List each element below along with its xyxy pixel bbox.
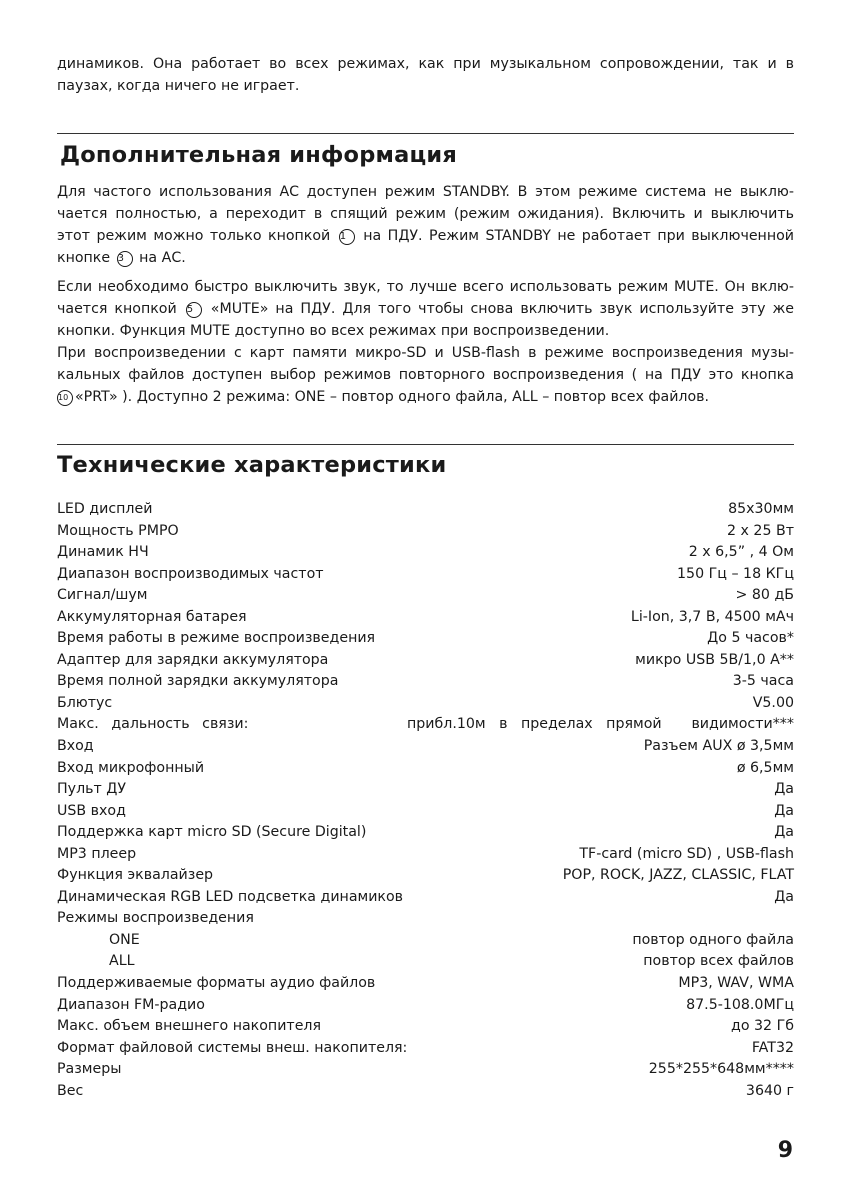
spec-value: 3-5 часа	[732, 673, 794, 690]
spec-label: Диапазон FM-радио	[57, 996, 205, 1013]
text-fragment: этот режим можно только кнопкой	[57, 228, 331, 245]
spec-row	[57, 693, 794, 715]
text-fragment: на ПДУ. Режим STANDBY не работает при выключенной	[363, 228, 795, 245]
spec-row	[57, 1038, 794, 1060]
section-divider	[57, 444, 794, 445]
spec-row	[57, 542, 794, 564]
spec-value: POP, ROCK, JAZZ, CLASSIC, FLAT	[562, 867, 794, 884]
spec-value: микро USB 5В/1,0 А**	[635, 651, 794, 668]
text-line	[57, 225, 794, 247]
spec-value: повтор всех файлов	[643, 953, 794, 970]
spec-value: 3640 г	[745, 1082, 794, 1099]
spec-row	[57, 951, 794, 973]
text-line	[57, 247, 794, 269]
spec-label: Макс. объем внешнего накопителя	[57, 1018, 322, 1035]
spec-row	[57, 628, 794, 650]
spec-row	[57, 564, 794, 586]
spec-value: FAT32	[751, 1039, 794, 1056]
text-fragment: «MUTE» на ПДУ. Для того чтобы снова включить звук используйте эту же	[210, 301, 795, 318]
spec-row	[57, 1059, 794, 1081]
section-title-additional: Дополнительная информация	[60, 142, 457, 168]
spec-value: Да	[774, 802, 794, 819]
spec-row	[57, 887, 794, 909]
spec-row	[57, 499, 794, 521]
standby-paragraph	[57, 181, 794, 269]
text-fragment: кнопке	[57, 250, 111, 267]
spec-label: ONE	[109, 931, 140, 948]
spec-label: Время работы в режиме воспроизведения	[57, 630, 376, 647]
spec-row	[57, 930, 794, 952]
spec-label: Функция эквалайзер	[57, 867, 214, 884]
page-number: 9	[777, 1138, 793, 1163]
spec-value-prefix: прибл.10м в пределах прямой	[407, 716, 662, 733]
spec-label: Формат файловой системы внеш. накопителя:	[57, 1039, 408, 1056]
button-number-icon: 3	[117, 251, 133, 267]
spec-row	[57, 865, 794, 887]
spec-label: Адаптер для зарядки аккумулятора	[57, 651, 329, 668]
spec-row	[57, 973, 794, 995]
text-line: чается полностью, а переходит в спящий режим (режим ожидания). Включить и выключить	[57, 206, 794, 223]
spec-value: Разъем AUX ø 3,5мм	[643, 738, 794, 755]
spec-row	[57, 822, 794, 844]
spec-label: Размеры	[57, 1061, 122, 1078]
spec-label: Время полной зарядки аккумулятора	[57, 673, 339, 690]
button-number-icon: 1	[339, 229, 355, 245]
text-line: кнопки. Функция MUTE доступно во всех режимах при воспроизведении.	[57, 323, 610, 340]
spec-row	[57, 758, 794, 780]
spec-value: Li-Ion, 3,7 В, 4500 мАч	[630, 608, 794, 625]
spec-value: 87.5-108.0МГц	[686, 996, 794, 1013]
text-fragment: на АС.	[139, 250, 186, 267]
spec-value: Да	[774, 824, 794, 841]
spec-label: Динамическая RGB LED подсветка динамиков	[57, 888, 404, 905]
spec-value: MP3, WAV, WMA	[678, 975, 794, 992]
text-line	[57, 386, 794, 408]
spec-value: 2 х 25 Вт	[726, 522, 794, 539]
text-line	[57, 298, 794, 320]
spec-value: видимости***	[691, 716, 794, 733]
spec-label: Режимы воспроизведения	[57, 910, 254, 927]
spec-row	[57, 736, 794, 758]
text-line: динамиков. Она работает во всех режимах, как при музыкальном сопровождении, так и в	[57, 56, 794, 72]
spec-row	[57, 607, 794, 629]
spec-value: Да	[774, 781, 794, 798]
mute-paragraph	[57, 276, 794, 342]
spec-row	[57, 585, 794, 607]
spec-label: LED дисплей	[57, 501, 153, 517]
spec-row	[57, 1081, 794, 1103]
spec-label: Мощность PMPO	[57, 522, 179, 539]
spec-row	[57, 908, 794, 930]
intro-paragraph	[57, 53, 794, 97]
spec-label: Аккумуляторная батарея	[57, 608, 247, 625]
text-line: паузах, когда ничего не играет.	[57, 78, 300, 95]
spec-value: V5.00	[752, 694, 794, 711]
spec-row	[57, 995, 794, 1017]
spec-label: Поддержка карт micro SD (Secure Digital)	[57, 824, 367, 841]
spec-label: Поддерживаемые форматы аудио файлов	[57, 975, 376, 992]
text-line: кальных файлов доступен выбор режимов повторного воспроизведения ( на ПДУ это кнопка	[57, 367, 794, 384]
spec-value: 2 х 6,5” , 4 Ом	[688, 544, 794, 561]
section-divider	[57, 133, 794, 134]
spec-value: TF-card (micro SD) , USB-flash	[579, 845, 794, 862]
spec-value: 150 Гц – 18 КГц	[677, 565, 794, 582]
spec-value: 85х30мм	[728, 501, 794, 517]
text-fragment: чается кнопкой	[57, 301, 177, 318]
spec-label: Вход микрофонный	[57, 759, 205, 776]
spec-label: Пульт ДУ	[57, 781, 126, 798]
spec-row	[57, 521, 794, 543]
spec-label: Вес	[57, 1082, 84, 1099]
spec-value: повтор одного файла	[632, 931, 794, 948]
spec-row	[57, 779, 794, 801]
text-line: Для частого использования АС доступен режим STANDBY. В этом режиме система не выклю-	[57, 184, 794, 200]
text-line: Если необходимо быстро выключить звук, то лучше всего использовать режим MUTE. Он вклю-	[57, 279, 794, 295]
spec-value: ø 6,5мм	[736, 759, 794, 776]
spec-row	[57, 714, 794, 736]
spec-value: До 5 часов*	[707, 630, 794, 647]
section-title-specs: Технические характеристики	[57, 452, 447, 478]
spec-row	[57, 671, 794, 693]
spec-label: Динамик НЧ	[57, 544, 149, 561]
spec-label: USB вход	[57, 802, 126, 819]
spec-value: 255*255*648мм****	[648, 1061, 794, 1078]
repeat-paragraph	[57, 342, 794, 408]
button-number-icon: 10	[57, 390, 73, 406]
spec-row	[57, 844, 794, 866]
text-line: При воспроизведении с карт памяти микро-SD и USB-flash в режиме воспроизведения музы-	[57, 345, 794, 361]
spec-label: Блютус	[57, 694, 113, 711]
spec-value: Да	[774, 888, 794, 905]
spec-value: до 32 Гб	[731, 1018, 794, 1035]
spec-row	[57, 801, 794, 823]
spec-value: > 80 дБ	[735, 587, 794, 604]
button-number-icon: 5	[186, 302, 202, 318]
spec-row	[57, 1016, 794, 1038]
specs-table	[57, 499, 794, 1102]
spec-label: Сигнал/шум	[57, 587, 148, 604]
spec-row	[57, 650, 794, 672]
spec-label: Диапазон воспроизводимых частот	[57, 565, 324, 582]
spec-label: Макс. дальность связи:	[57, 716, 249, 733]
spec-label: Вход	[57, 738, 94, 755]
spec-label: ALL	[109, 953, 135, 970]
text-fragment: «PRT» ). Доступно 2 режима: ONE – повтор одного файла, ALL – повтор всех файлов.	[75, 389, 710, 406]
spec-label: MP3 плеер	[57, 845, 137, 862]
